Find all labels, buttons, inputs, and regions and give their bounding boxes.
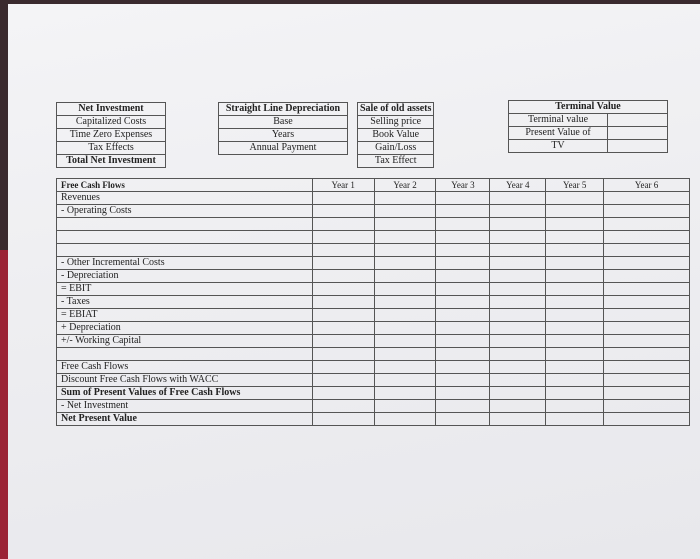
year-3-cell[interactable] [436, 283, 490, 296]
table-row [57, 387, 690, 400]
year-1-cell[interactable] [312, 374, 374, 387]
year-3-cell[interactable] [436, 257, 490, 270]
year-1-cell[interactable] [312, 231, 374, 244]
tv-label: TV [509, 140, 608, 153]
year-5-header: Year 5 [546, 179, 604, 192]
depreciation-header: Straight Line Depreciation [219, 103, 348, 116]
row-label: +/- Working Capital [57, 335, 313, 348]
year-6-cell[interactable] [604, 192, 690, 205]
year-5-cell[interactable] [546, 231, 604, 244]
year-4-cell[interactable] [490, 192, 546, 205]
year-3-cell[interactable] [436, 296, 490, 309]
year-6-cell[interactable] [604, 218, 690, 231]
year-3-cell[interactable] [436, 374, 490, 387]
year-5-cell[interactable] [546, 400, 604, 413]
year-1-cell[interactable] [312, 257, 374, 270]
year-5-cell[interactable] [546, 218, 604, 231]
row-label: - Net Investment [57, 400, 313, 413]
year-1-cell[interactable] [312, 218, 374, 231]
year-6-cell[interactable] [604, 244, 690, 257]
year-1-cell[interactable] [312, 335, 374, 348]
year-4-cell[interactable] [490, 400, 546, 413]
table-row [57, 348, 690, 361]
year-5-cell[interactable] [546, 257, 604, 270]
year-3-cell[interactable] [436, 205, 490, 218]
year-2-cell[interactable] [374, 322, 436, 335]
year-3-cell[interactable] [436, 413, 490, 426]
year-2-cell[interactable] [374, 270, 436, 283]
year-5-cell[interactable] [546, 309, 604, 322]
table-row [57, 309, 690, 322]
year-2-cell[interactable] [374, 400, 436, 413]
year-5-cell[interactable] [546, 192, 604, 205]
year-1-cell[interactable] [312, 205, 374, 218]
net-investment-table [56, 102, 166, 168]
row-label: Net Present Value [57, 413, 313, 426]
table-row [57, 400, 690, 413]
year-5-cell[interactable] [546, 270, 604, 283]
year-1-cell[interactable] [312, 400, 374, 413]
free-cash-flow-table [56, 178, 690, 426]
year-6-cell[interactable] [604, 413, 690, 426]
year-2-cell[interactable] [374, 348, 436, 361]
year-3-cell[interactable] [436, 231, 490, 244]
selling-price-label: Selling price [358, 116, 434, 129]
year-5-cell[interactable] [546, 335, 604, 348]
table-row [57, 192, 690, 205]
year-4-cell[interactable] [490, 387, 546, 400]
year-4-cell[interactable] [490, 322, 546, 335]
year-3-cell[interactable] [436, 322, 490, 335]
year-1-cell[interactable] [312, 270, 374, 283]
year-5-cell[interactable] [546, 387, 604, 400]
table-row [57, 244, 690, 257]
year-4-cell[interactable] [490, 283, 546, 296]
net-investment-header: Net Investment [57, 103, 166, 116]
year-2-cell[interactable] [374, 335, 436, 348]
year-1-cell[interactable] [312, 296, 374, 309]
terminal-value-label: Terminal value [509, 114, 608, 127]
year-6-cell[interactable] [604, 296, 690, 309]
year-4-cell[interactable] [490, 361, 546, 374]
table-row [57, 257, 690, 270]
row-label: + Depreciation [57, 322, 313, 335]
background-edge [0, 250, 8, 559]
year-2-cell[interactable] [374, 283, 436, 296]
year-1-cell[interactable] [312, 361, 374, 374]
annual-payment-label: Annual Payment [219, 142, 348, 155]
year-3-cell[interactable] [436, 335, 490, 348]
row-label [57, 348, 313, 361]
year-4-cell[interactable] [490, 296, 546, 309]
year-4-cell[interactable] [490, 270, 546, 283]
table-row [57, 413, 690, 426]
year-1-cell[interactable] [312, 309, 374, 322]
year-3-cell[interactable] [436, 218, 490, 231]
year-1-cell[interactable] [312, 348, 374, 361]
year-5-cell[interactable] [546, 205, 604, 218]
sale-old-assets-table [357, 102, 434, 168]
year-2-cell[interactable] [374, 257, 436, 270]
free-cash-flows-header: Free Cash Flows [57, 179, 313, 192]
table-row [57, 218, 690, 231]
year-1-cell[interactable] [312, 244, 374, 257]
base-label: Base [219, 116, 348, 129]
year-3-cell[interactable] [436, 348, 490, 361]
depreciation-table [218, 102, 348, 155]
year-2-cell[interactable] [374, 218, 436, 231]
year-1-cell[interactable] [312, 192, 374, 205]
year-4-cell[interactable] [490, 348, 546, 361]
table-row [57, 270, 690, 283]
row-label: - Operating Costs [57, 205, 313, 218]
year-3-cell[interactable] [436, 270, 490, 283]
year-5-cell[interactable] [546, 322, 604, 335]
row-label: = EBIT [57, 283, 313, 296]
year-6-cell[interactable] [604, 322, 690, 335]
year-1-cell[interactable] [312, 283, 374, 296]
year-5-cell[interactable] [546, 413, 604, 426]
year-6-cell[interactable] [604, 361, 690, 374]
row-label: Discount Free Cash Flows with WACC [57, 374, 313, 387]
year-5-cell[interactable] [546, 244, 604, 257]
present-value-of-label: Present Value of [509, 127, 608, 140]
year-5-cell[interactable] [546, 296, 604, 309]
year-4-cell[interactable] [490, 309, 546, 322]
year-5-cell[interactable] [546, 283, 604, 296]
row-label: - Other Incremental Costs [57, 257, 313, 270]
row-label: Revenues [57, 192, 313, 205]
table-row [57, 231, 690, 244]
tax-effect-label: Tax Effect [358, 155, 434, 168]
year-4-cell[interactable] [490, 257, 546, 270]
year-2-cell[interactable] [374, 361, 436, 374]
row-label [57, 244, 313, 257]
year-4-cell[interactable] [490, 244, 546, 257]
gain-loss-label: Gain/Loss [358, 142, 434, 155]
total-net-investment-label: Total Net Investment [57, 155, 166, 168]
row-label: - Taxes [57, 296, 313, 309]
tax-effects-label: Tax Effects [57, 142, 166, 155]
capitalized-costs-label: Capitalized Costs [57, 116, 166, 129]
year-2-cell[interactable] [374, 205, 436, 218]
table-row [57, 322, 690, 335]
year-6-cell[interactable] [604, 387, 690, 400]
year-5-cell[interactable] [546, 361, 604, 374]
row-label: - Depreciation [57, 270, 313, 283]
row-label: Sum of Present Values of Free Cash Flows [57, 387, 313, 400]
year-6-cell[interactable] [604, 205, 690, 218]
year-4-cell[interactable] [490, 218, 546, 231]
year-4-cell[interactable] [490, 374, 546, 387]
year-3-cell[interactable] [436, 400, 490, 413]
year-6-cell[interactable] [604, 348, 690, 361]
year-1-cell[interactable] [312, 413, 374, 426]
year-2-cell[interactable] [374, 231, 436, 244]
table-row [57, 374, 690, 387]
year-2-cell[interactable] [374, 374, 436, 387]
year-3-cell[interactable] [436, 192, 490, 205]
year-2-cell[interactable] [374, 309, 436, 322]
terminal-value-header: Terminal Value [509, 101, 668, 114]
year-6-cell[interactable] [604, 231, 690, 244]
year-6-cell[interactable] [604, 335, 690, 348]
year-3-cell[interactable] [436, 244, 490, 257]
year-2-header: Year 2 [374, 179, 436, 192]
sale-header: Sale of old assets [358, 103, 434, 116]
row-label [57, 218, 313, 231]
year-2-cell[interactable] [374, 413, 436, 426]
table-row [57, 335, 690, 348]
year-3-cell[interactable] [436, 309, 490, 322]
row-label [57, 231, 313, 244]
year-6-cell[interactable] [604, 270, 690, 283]
table-row [57, 205, 690, 218]
year-2-cell[interactable] [374, 296, 436, 309]
table-row [57, 283, 690, 296]
year-3-cell[interactable] [436, 387, 490, 400]
time-zero-expenses-label: Time Zero Expenses [57, 129, 166, 142]
year-4-cell[interactable] [490, 413, 546, 426]
row-label: = EBIAT [57, 309, 313, 322]
year-1-cell[interactable] [312, 322, 374, 335]
year-6-header: Year 6 [604, 179, 690, 192]
year-6-cell[interactable] [604, 309, 690, 322]
year-5-cell[interactable] [546, 374, 604, 387]
year-4-cell[interactable] [490, 205, 546, 218]
terminal-value-cell[interactable] [608, 114, 668, 127]
year-6-cell[interactable] [604, 283, 690, 296]
year-5-cell[interactable] [546, 348, 604, 361]
year-2-cell[interactable] [374, 192, 436, 205]
year-4-cell[interactable] [490, 335, 546, 348]
present-value-cell[interactable] [608, 127, 668, 140]
year-4-header: Year 4 [490, 179, 546, 192]
year-2-cell[interactable] [374, 387, 436, 400]
tv-cell[interactable] [608, 140, 668, 153]
year-4-cell[interactable] [490, 231, 546, 244]
table-row [57, 296, 690, 309]
terminal-value-table [508, 100, 668, 153]
year-6-cell[interactable] [604, 374, 690, 387]
year-2-cell[interactable] [374, 244, 436, 257]
row-label: Free Cash Flows [57, 361, 313, 374]
year-1-header: Year 1 [312, 179, 374, 192]
year-1-cell[interactable] [312, 387, 374, 400]
book-value-label: Book Value [358, 129, 434, 142]
year-6-cell[interactable] [604, 400, 690, 413]
table-row [57, 361, 690, 374]
year-6-cell[interactable] [604, 257, 690, 270]
year-3-cell[interactable] [436, 361, 490, 374]
year-3-header: Year 3 [436, 179, 490, 192]
years-label: Years [219, 129, 348, 142]
